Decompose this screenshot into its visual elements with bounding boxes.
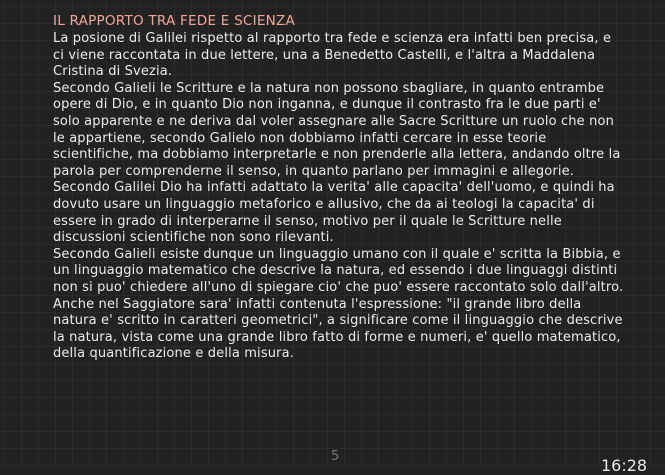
- paragraph-4: Anche nel Saggiatore sara' infatti contenuta l'espressione: "il grande libro della natura e' scritto in caratteri geometrici", a significare come il linguaggio che descrive la natura, vista come una grande libro fatto di forme e numeri, e' quello matematico, della quantificazione e della misura.: [53, 296, 623, 362]
- note-title: IL RAPPORTO TRA FEDE E SCIENZA: [53, 13, 295, 29]
- paragraph-2: Secondo Galieli le Scritture e la natura non possono sbagliare, in quanto entrambe opere di Dio, e in quanto Dio non inganna, e dunque il contrasto fra le due parti e' solo apparente e ne deriva dal voler assegnare alle Sacre Scritture un ruolo che non le appartiene, secondo Galielo non dobbiamo infatti cercare in esse teorie scientifiche, ma dobbiamo interpretarle e non prenderle alla lettera, andando oltre la parola per comprenderne il senso, in quanto parlano per immagini e allegorie. Secondo Galilei Dio ha infatti adattato la verita' alle capacita' dell'uomo, e quindi ha dovuto usare un linguaggio metaforico e allusivo, che da ai teologi la capacita' di essere in grado di interperarne il senso, motivo per il quale le Scritture nelle discussioni scientifiche non sono rilevanti.: [53, 80, 621, 246]
- note-body: [53, 31, 625, 363]
- paragraph-1: La posione di Galilei rispetto al rapporto tra fede e scienza era infatti ben precisa, e ci viene raccontata in due lettere, una a Benedetto Castelli, e l'altra a Maddalena Cristina di Svezia.: [53, 31, 612, 80]
- paragraph-3: Secondo Galieli esiste dunque un linguaggio umano con il quale e' scritta la Bibbia, e un linguaggio matematico che descrive la natura, ed essendo i due linguaggi distinti non si puo' chiedere all'uno di spiegare cio' che puo' essere raccontato solo dall'altro.: [53, 246, 624, 295]
- status-bar-clock: 16:28: [601, 456, 648, 475]
- page-number: 5: [331, 449, 340, 464]
